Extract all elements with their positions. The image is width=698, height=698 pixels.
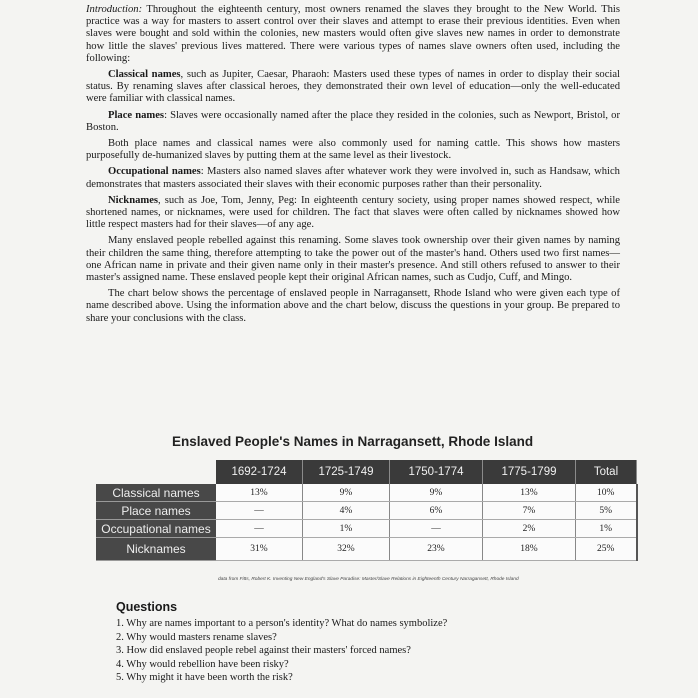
table-cell: 6% xyxy=(390,502,483,520)
table-cell: 13% xyxy=(483,484,576,502)
table-cell: 31% xyxy=(216,538,303,561)
table-cell: 1% xyxy=(303,520,390,538)
table-cell: 23% xyxy=(390,538,483,561)
nicknames-paragraph xyxy=(86,195,620,232)
table-cell: — xyxy=(216,520,303,538)
chart-title: Enslaved People's Names in Narragansett, Rhode Island xyxy=(172,434,534,449)
classical-text: , such as Jupiter, Caesar, Pharaoh: Masters used these types of names in order to display their social status. By renaming slaves after classical heroes, they demonstrated their own level of education—only the well-educated were familiar with classical names. xyxy=(86,69,620,105)
row-label: Classical names xyxy=(96,484,216,502)
question-item: 3. How did enslaved people rebel against their masters' forced names? xyxy=(116,645,411,656)
nicknames-text: , such as Joe, Tom, Jenny, Peg: In eighteenth century society, using proper names showed respect, while shortened names, or nicknames, were used for children. The fact that slaves were often called by nicknames showed how little respect masters had for their slaves—of any age. xyxy=(86,194,620,231)
reading-passage xyxy=(86,4,620,329)
questions-list xyxy=(116,617,447,685)
column-header: 1750-1774 xyxy=(390,460,483,484)
intro-text: Throughout the eighteenth century, most owners renamed the slaves they brought to the New World. This practice was a way for masters to assert control over their slaves and attempt to erase their previous identities. Even when slaves were bought and sold within the colonies, new masters would often give slaves new names in order to demonstrate how little the slaves' previous lives mattered. There were various types of names slave owners often used, including the following: xyxy=(86,4,620,64)
table-cell: 7% xyxy=(483,502,576,520)
column-header: 1775-1799 xyxy=(483,460,576,484)
place-term: Place names xyxy=(108,109,165,121)
classical-term: Classical names xyxy=(108,69,181,81)
column-header: 1692-1724 xyxy=(216,460,303,484)
table-cell: 9% xyxy=(390,484,483,502)
table-cell: 32% xyxy=(303,538,390,561)
table-cell: 2% xyxy=(483,520,576,538)
question-item: 2. Why would masters rename slaves? xyxy=(116,631,277,643)
table-cell: 25% xyxy=(576,538,637,561)
table-cell: 4% xyxy=(303,502,390,520)
table-cell: 9% xyxy=(303,484,390,502)
place-text: : Slaves were occasionally named after the place they resided in the colonies, such as Newport, Bristol, or Boston. xyxy=(86,109,621,133)
chart-intro-paragraph: The chart below shows the percentage of enslaved people in Narragansett, Rhode Island who were given each type of name described above. Using the information above and the chart below, discuss the questions in your group. Be prepared to share your conclusions with the class. xyxy=(86,288,620,324)
table-cell: 10% xyxy=(576,484,637,502)
table-cell: 5% xyxy=(576,502,637,520)
occupational-term: Occupational names xyxy=(108,166,201,178)
names-table xyxy=(96,460,638,561)
row-label: Nicknames xyxy=(96,538,216,561)
occupational-paragraph xyxy=(86,166,620,190)
question-item: 5. Why might it have been worth the risk? xyxy=(116,672,293,683)
table-row xyxy=(96,520,637,538)
place-paragraph xyxy=(86,110,620,134)
table-cell: — xyxy=(390,520,483,538)
classical-paragraph xyxy=(86,69,620,106)
occupational-text: : Masters also named slaves after whatever work they were involved in, such as Handsaw, which demonstrates that masters associated their slaves with their economic purposes rather than their personality. xyxy=(86,166,620,190)
column-header: Total xyxy=(576,460,637,484)
table-cell: — xyxy=(216,502,303,520)
question-item: 4. Why would rebellion have been risky? xyxy=(116,658,289,670)
intro-paragraph xyxy=(86,4,620,65)
cattle-paragraph: Both place names and classical names were also commonly used for naming cattle. This shows how masters purposefully de-humanized slaves by putting them at the same level as their livestock. xyxy=(86,138,620,162)
table-cell: 1% xyxy=(576,520,637,538)
table-header-row xyxy=(96,460,637,484)
rebellion-paragraph: Many enslaved people rebelled against this renaming. Some slaves took ownership over their given names by naming their children the same thing, therefore attempting to take the power out of the master's hand. Others used two first names—one African name in private and their given name only in their master's presence. And still others refused to answer to their master's assigned name. These enslaved people kept their original African names, such as Cudjo, Cuff, and Mingo. xyxy=(86,235,620,284)
row-label: Place names xyxy=(96,502,216,520)
column-header: 1725-1749 xyxy=(303,460,390,484)
table-row xyxy=(96,484,637,502)
table-cell: 18% xyxy=(483,538,576,561)
chart-source: data from Fitts, Robert K. Inventing New England's Slave Paradise: Master/Slave Relations in Eighteenth Century Narragansett, Rhode Island xyxy=(218,577,519,582)
table-row xyxy=(96,538,637,561)
table-corner xyxy=(96,460,216,484)
questions-heading: Questions xyxy=(116,600,178,614)
question-item: 1. Why are names important to a person's identity? What do names symbolize? xyxy=(116,618,448,629)
intro-label: Introduction: xyxy=(86,4,143,15)
nicknames-term: Nicknames xyxy=(108,194,159,206)
row-label: Occupational names xyxy=(96,520,216,538)
table-cell: 13% xyxy=(216,484,303,502)
table-row xyxy=(96,502,637,520)
